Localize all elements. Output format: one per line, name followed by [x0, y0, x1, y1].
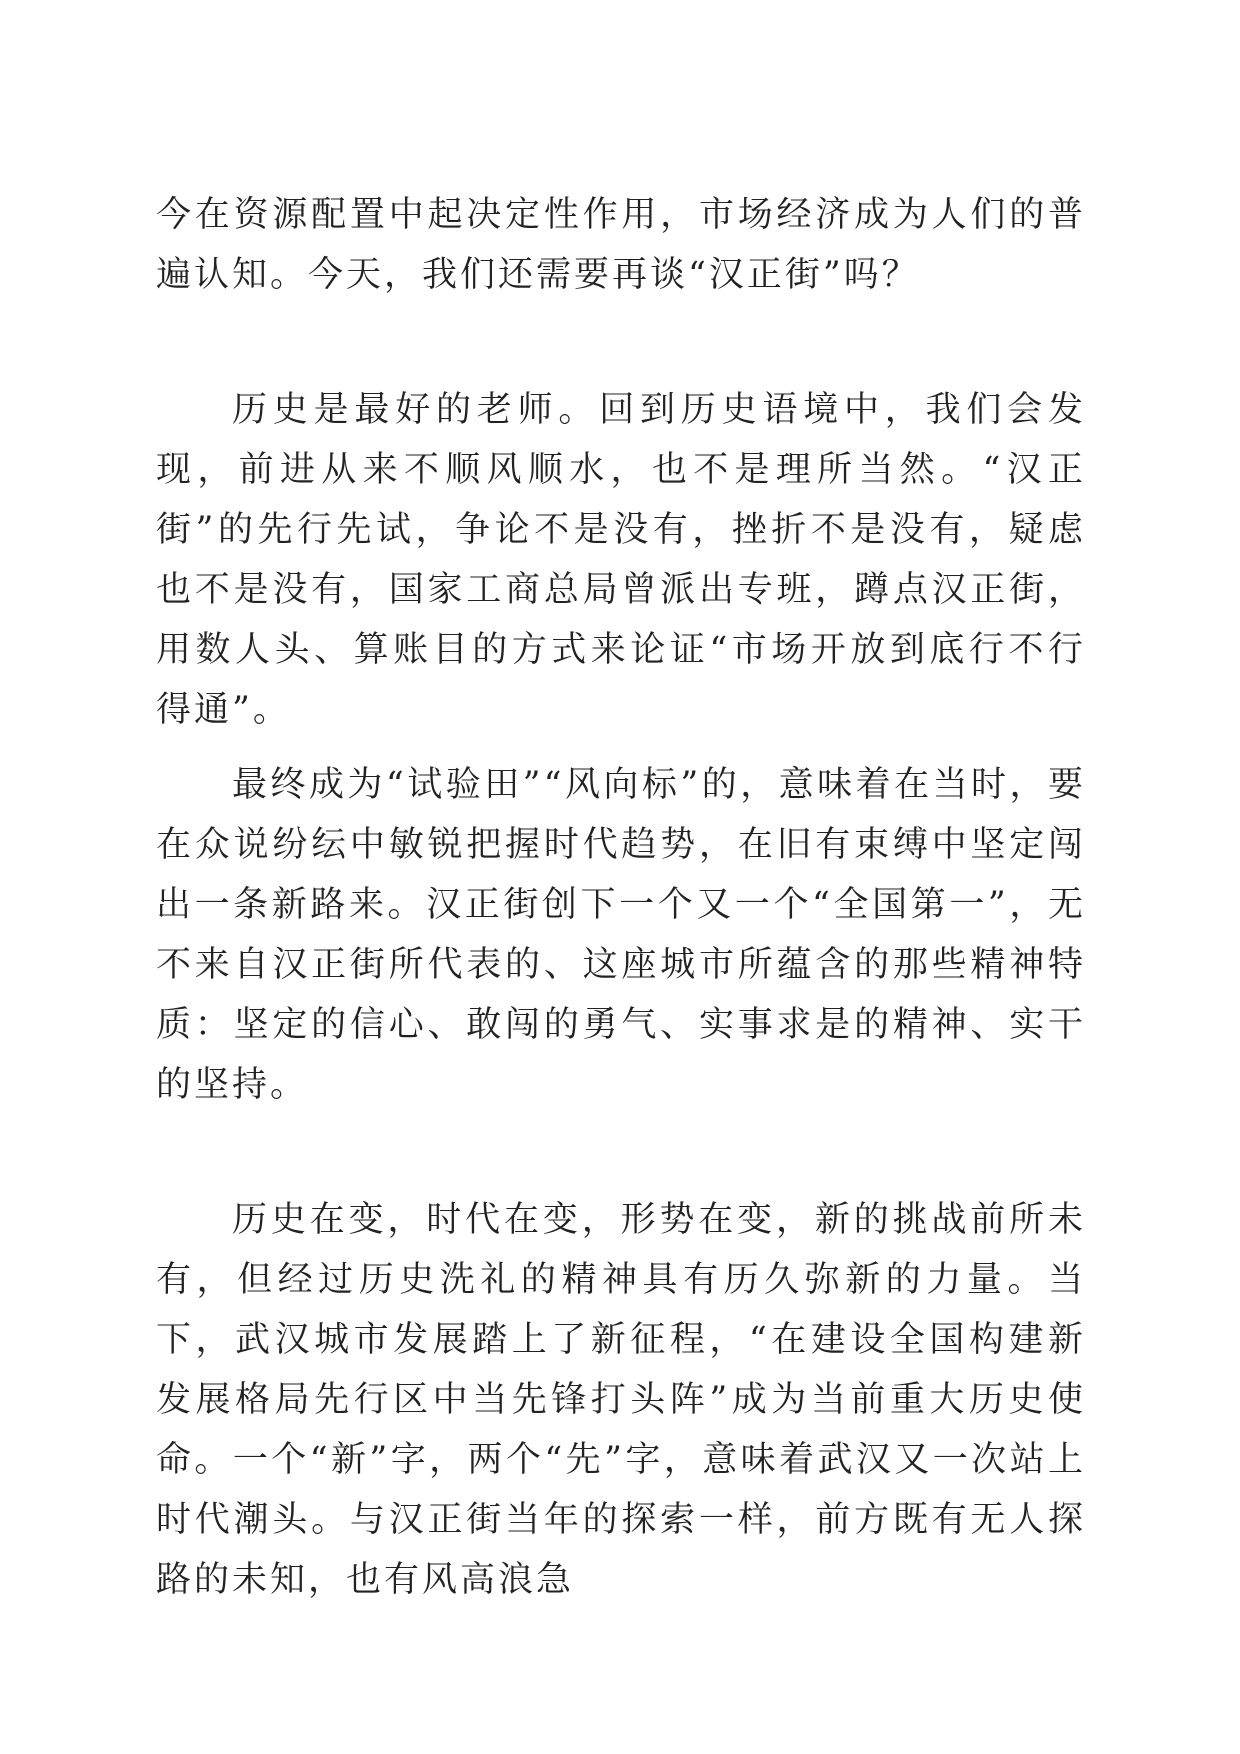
paragraph-1: 今在资源配置中起决定性作用，市场经济成为人们的普遍认知。今天，我们还需要再谈“汉正街”吗？ [156, 195, 1086, 295]
paragraph-4: 历史在变，时代在变，形势在变，新的挑战前所未有，但经过历史洗礼的精神具有历久弥新的力量。当下，武汉城市发展踏上了新征程，“在建设全国构建新发展格局先行区中当先锋打头阵”成为当前重大历史使命。一个“新”字，两个“先”字，意味着武汉又一次站上时代潮头。与汉正街当年的探索一样，前方既有无人探路的未知，也有风高浪急 [156, 1200, 1086, 1600]
paragraph-2: 历史是最好的老师。回到历史语境中，我们会发现，前进从来不顺风顺水，也不是理所当然。“汉正街”的先行先试，争论不是没有，挫折不是没有，疑虑也不是没有，国家工商总局曾派出专班，蹲点汉正街，用数人头、算账目的方式来论证“市场开放到底行不行得通”。 [156, 390, 1086, 730]
paragraph-3: 最终成为“试验田”“风向标”的，意味着在当时，要在众说纷纭中敏锐把握时代趋势，在旧有束缚中坚定闯出一条新路来。汉正街创下一个又一个“全国第一”，无不来自汉正街所代表的、这座城市所蕴含的那些精神特质：坚定的信心、敢闯的勇气、实事求是的精神、实干的坚持。 [156, 765, 1086, 1105]
